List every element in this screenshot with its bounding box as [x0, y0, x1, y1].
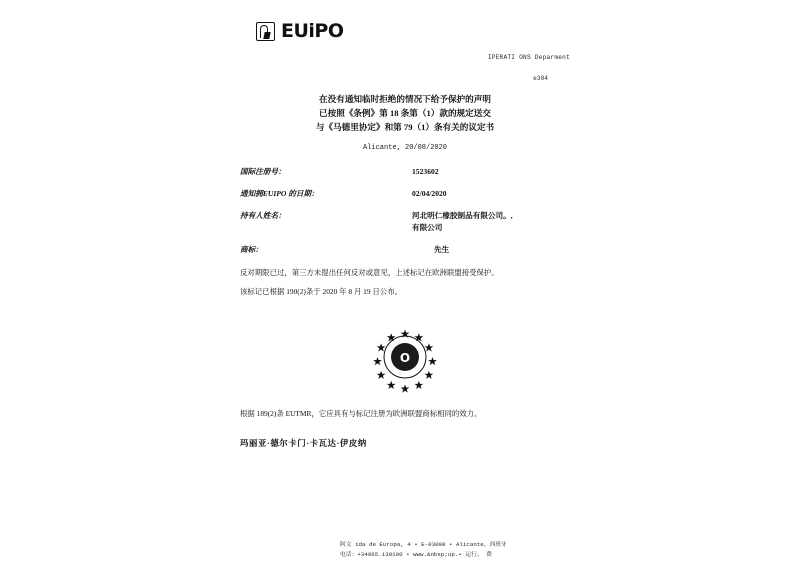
place-and-date: Alicante, 20/08/2020	[362, 143, 447, 152]
seal-container	[240, 321, 570, 393]
document-code: e304	[533, 75, 548, 82]
euipo-logo-mark-icon	[256, 22, 275, 41]
paragraph-seal-note: 根据 189(2)条 EUTMR，它应具有与标记注册为欧洲联盟商标相同的效力。	[240, 408, 482, 418]
field-row	[240, 166, 570, 177]
title-line-3: 与《马德里协定》和第 79（1）条有关的议定书	[315, 122, 495, 133]
holder-name-line-2: 有限公司	[412, 222, 443, 232]
department-label: IPERATI ONS Deparment	[487, 54, 570, 61]
signature-name: 玛丽亚·德尔卡门·卡瓦达·伊皮纳	[240, 438, 367, 448]
european-union-seal-icon	[369, 321, 441, 393]
document-title	[240, 92, 570, 135]
euipo-logo-text: EUiPO	[281, 20, 344, 42]
holder-name-line-1: 河北明仁橡胶制品有限公司。,	[412, 211, 513, 221]
footer-address: 阿文 ida de Europa, 4 • E-03008 • Alicante、西班牙	[340, 541, 507, 548]
field-value-holder-name	[360, 210, 570, 233]
field-row	[240, 188, 570, 199]
field-value-registration-number: 1523602	[412, 166, 439, 176]
field-label-notification-date: 通知拥EUIPO 的日期：	[240, 188, 319, 198]
footer-contact: 电话：+34965.139100 • www.&nbsp;up.• 运行。 费	[340, 551, 492, 559]
field-label-trademark: 商标：	[240, 245, 263, 255]
title-line-1: 在没有通知临时拒绝的情况下给予保护的声明	[319, 94, 491, 104]
field-value-notification-date: 02/04/2020	[412, 188, 447, 198]
field-row	[240, 244, 570, 255]
field-list	[240, 166, 570, 256]
svg-text:O: O	[399, 350, 411, 365]
document-body	[240, 18, 570, 449]
field-label-registration-number: 国际注册号：	[240, 166, 286, 176]
title-line-2: 已按照《条例》第 18 条第（1）款的规定送交	[319, 108, 491, 119]
document-footer	[340, 540, 507, 561]
euipo-logo	[256, 18, 570, 44]
field-value-trademark: 先生	[434, 245, 450, 255]
paragraph-publication: 该标记已根据 190(2)条于 2020 年 8 月 19 日公布。	[240, 286, 402, 296]
paragraph-protection: 反对期限已过，第三方未提出任何反对或意见，上述标记在欧洲联盟接受保护。	[240, 268, 499, 278]
field-label-holder-name: 持有人姓名：	[240, 211, 286, 221]
field-row	[240, 210, 570, 233]
